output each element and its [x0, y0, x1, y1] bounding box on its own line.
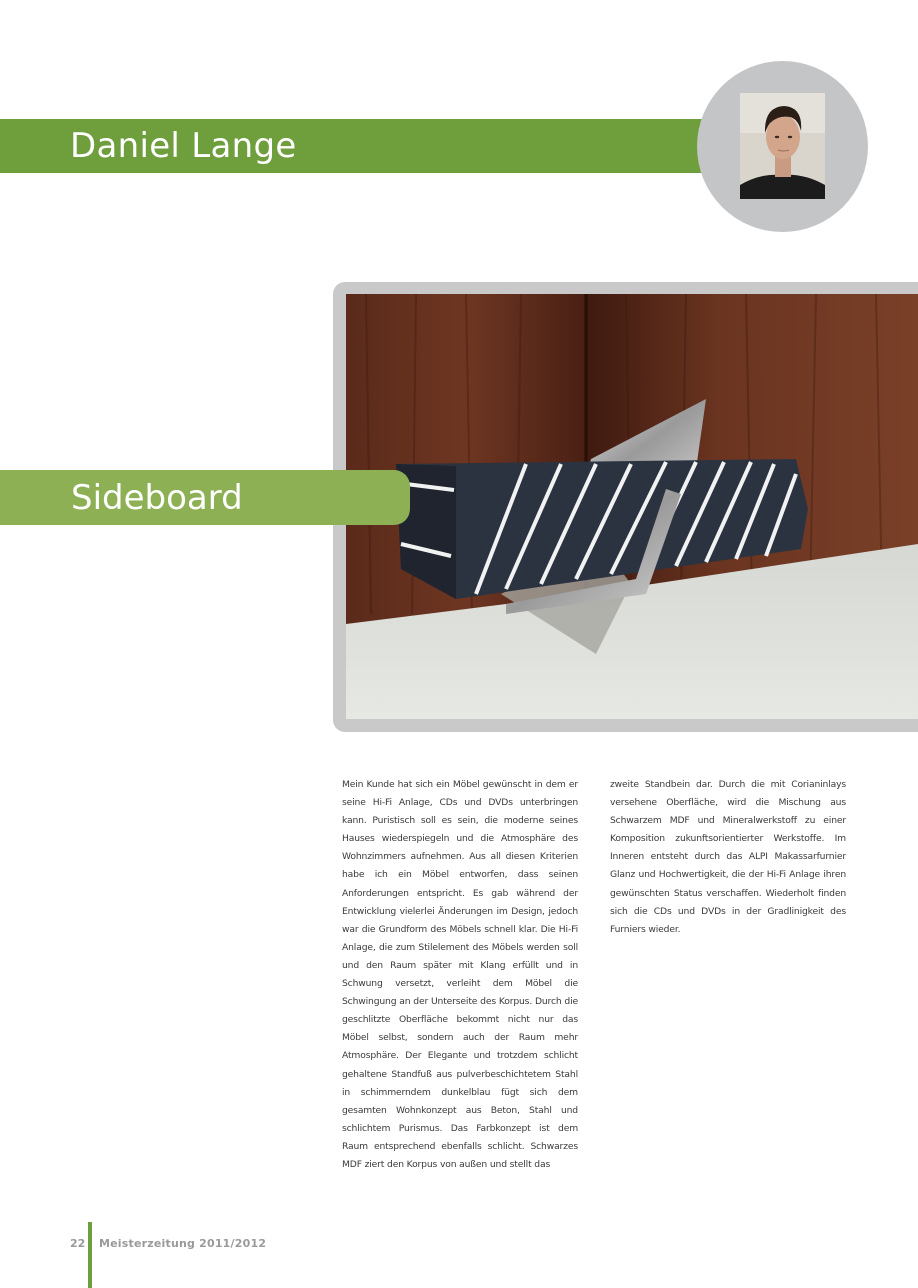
sideboard-photo	[346, 294, 918, 719]
designer-portrait	[740, 93, 825, 199]
article-column-2: zweite Standbein dar. Durch die mit Corianinlays versehene Oberfläche, wird die Mischung aus Schwarzem MDF und Mineralwerkstoff zu einer Komposition zukunftsorientierter Werkstoffe. Im Inneren entsteht durch das ALPI Makassarfurnier Glanz und Hochwertigkeit, die der Hi-Fi Anlage ihren gewünschten Status verschaffen. Wiederholt finden sich die CDs und DVDs in der Gradlinigkeit des Furniers wieder.	[610, 779, 846, 935]
footer-divider	[88, 1222, 92, 1288]
article-column-1: Mein Kunde hat sich ein Möbel gewünscht in dem er seine Hi-Fi Anlage, CDs und DVDs unterbringen kann. Puristisch soll es sein, die moderne seines Hauses wiederspiegeln und die Atmosphäre des Wohnzimmers aufnehmen. Aus all diesen Kriterien habe ich ein Möbel entworfen, dass seinen Anforderungen entspricht. Es gab während der Entwicklung vielerlei Änderungen im Design, jedoch war die Grundform des Möbels schnell klar. Die Hi-Fi Anlage, die zum Stilelement des Möbels werden soll und den Raum später mit Klang erfüllt und in Schwung versetzt, verleiht dem Möbel die Schwingung an der Unterseite des Korpus. Durch die geschlitzte Oberfläche bekommt nicht nur das Möbel selbst, sondern auch der Raum mehr Atmosphäre. Der Elegante und trotzdem schlicht gehaltene Standfuß aus pulverbeschichtetem Stahl in schimmerndem dunkelblau fügt sich dem gesamten Wohnkonzept aus Beton, Stahl und schlichtem Purismus. Das Farbkonzept ist dem Raum entsprechend ebenfalls schlicht. Schwarzes MDF ziert den Korpus von außen und stellt das	[342, 779, 578, 1170]
section-title: Sideboard	[71, 478, 243, 518]
publication-title: Meisterzeitung 2011/2012	[99, 1237, 267, 1250]
page-number: 22	[70, 1237, 86, 1250]
designer-name: Daniel Lange	[70, 126, 297, 166]
